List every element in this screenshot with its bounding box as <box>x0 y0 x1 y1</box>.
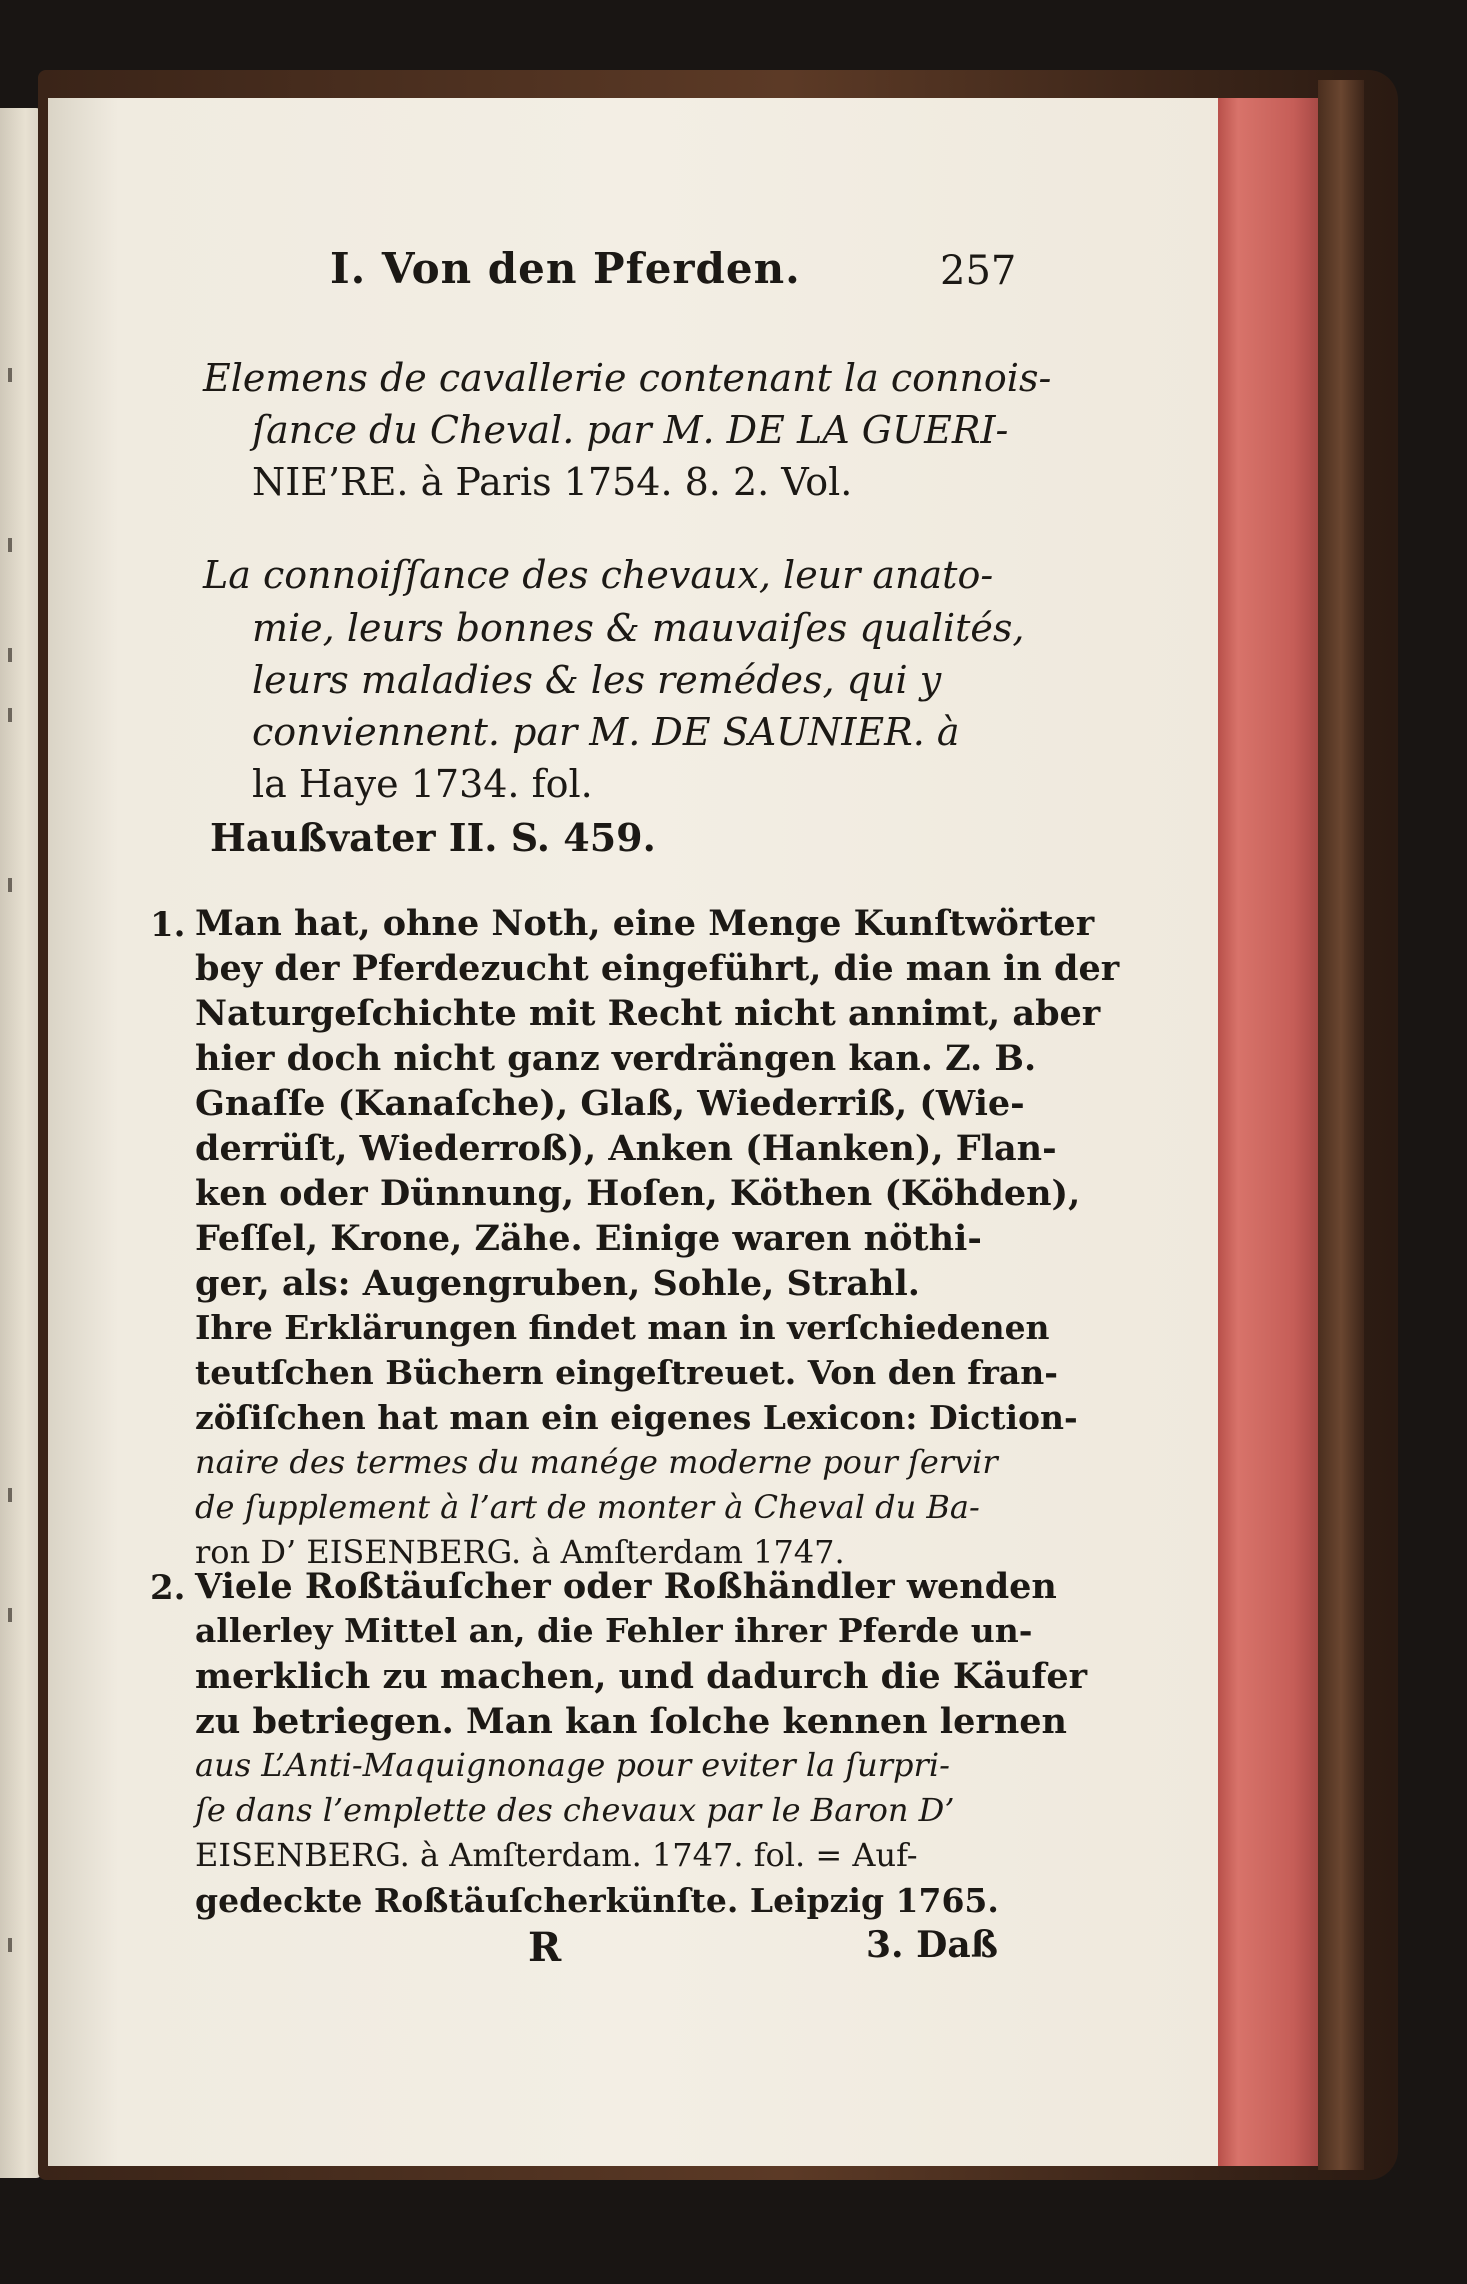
entry1-line: ſance du Cheval. par M. DE LA GUERI- <box>252 408 1009 452</box>
note2-number: 2. <box>150 1568 186 1608</box>
note1-line: ron D’ EISENBERG. à Amſterdam 1747. <box>195 1533 845 1571</box>
note2-line: gedeckte Roßtäuſcherkünſte. Leipzig 1765. <box>195 1881 999 1920</box>
note1-line: teutſchen Büchern eingeſtreuet. Von den fran- <box>195 1353 1058 1392</box>
note1-line: derrüſt, Wiederroß), Anken (Hanken), Flan- <box>195 1128 1057 1169</box>
note2-line: EISENBERG. à Amſterdam. 1747. fol. = Auf- <box>195 1836 918 1874</box>
note2-line: aus L’Anti-Maquignonage pour eviter la ſurpri- <box>195 1746 950 1784</box>
entry2-line: La connoiſſance des chevaux, leur anato- <box>203 553 994 597</box>
note1-line: ger, als: Augengruben, Sohle, Strahl. <box>195 1263 920 1304</box>
entry2-line: conviennent. par M. DE SAUNIER. à <box>252 710 960 754</box>
note1-line: zöſiſchen hat man ein eigenes Lexicon: Diction- <box>195 1398 1078 1437</box>
note1-line: naire des termes du manége moderne pour ſervir <box>195 1443 998 1481</box>
note1-line: hier doch nicht ganz verdrängen kan. Z. B. <box>195 1038 1037 1079</box>
note1-line: ken oder Dünnung, Hoſen, Köthen (Köhden), <box>195 1173 1081 1214</box>
signature-mark: R <box>528 1924 562 1971</box>
note2-line: zu betriegen. Man kan ſolche kennen lernen <box>195 1701 1067 1742</box>
entry2-line: la Haye 1734. fol. <box>252 762 593 806</box>
note2-line: allerley Mittel an, die Fehler ihrer Pferde un- <box>195 1611 1033 1650</box>
note1-line: Feſſel, Krone, Zähe. Einige waren nöthi- <box>195 1218 982 1259</box>
page-number: 257 <box>940 248 1017 294</box>
reference-line: Haußvater II. S. 459. <box>210 815 656 860</box>
note1-line: bey der Pferdezucht eingeführt, die man in der <box>195 948 1120 989</box>
note2-line: Viele Roßtäuſcher oder Roßhändler wenden <box>195 1566 1057 1607</box>
note1-number: 1. <box>150 905 186 945</box>
entry1-line: NIE’RE. à Paris 1754. 8. 2. Vol. <box>252 460 853 504</box>
note1-line: de ſupplement à l’art de monter à Cheval du Ba- <box>195 1488 980 1526</box>
entry2-line: leurs maladies & les remédes, qui y <box>252 658 942 702</box>
entry1-line: Elemens de cavallerie contenant la connois- <box>203 356 1052 400</box>
note1-line: Naturgeſchichte mit Recht nicht annimt, aber <box>195 993 1101 1034</box>
entry2-line: mie, leurs bonnes & mauvaiſes qualités, <box>252 606 1025 650</box>
note2-line: ſe dans l’emplette des chevaux par le Baron D’ <box>195 1791 955 1829</box>
running-title: I. Von den Pferden. <box>330 244 801 293</box>
note1-line: Ihre Erklärungen findet man in verſchiedenen <box>195 1308 1050 1347</box>
catchword: 3. Daß <box>866 1924 999 1966</box>
note1-line: Man hat, ohne Noth, eine Menge Kunſtwörter <box>195 903 1095 944</box>
note2-line: merklich zu machen, und dadurch die Käufer <box>195 1656 1088 1697</box>
note1-line: Gnaſſe (Kanaſche), Glaß, Wiederriß, (Wie- <box>195 1083 1025 1124</box>
